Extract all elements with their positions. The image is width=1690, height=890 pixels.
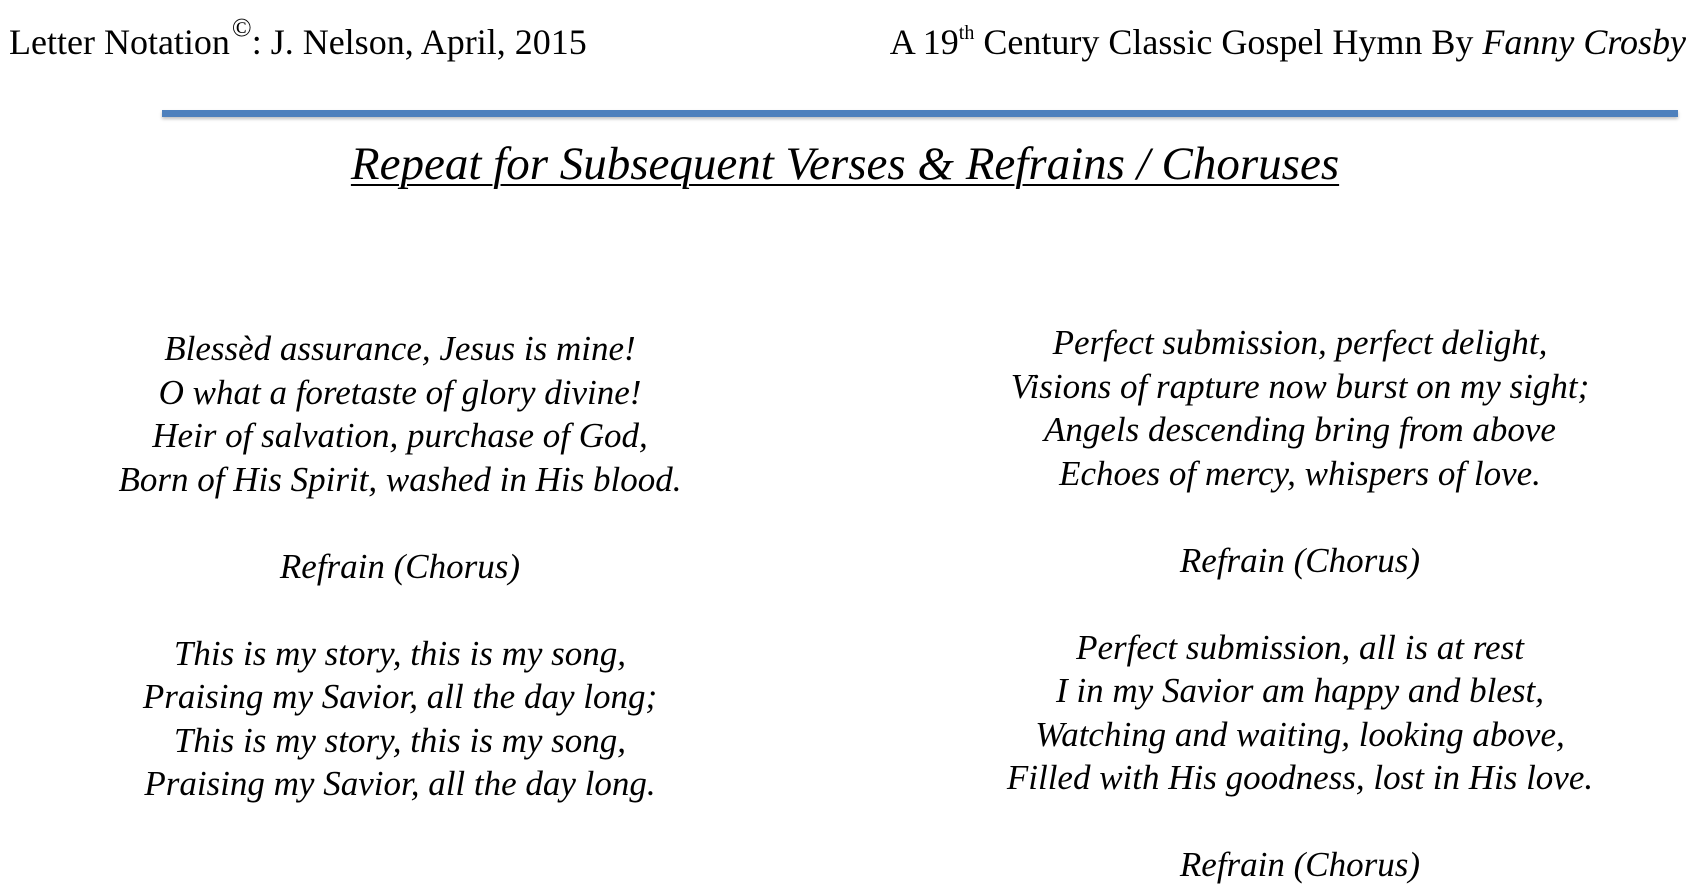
hymn-description-prefix: A 19	[889, 22, 959, 62]
right-column	[900, 321, 1690, 887]
verse-line: O what a foretaste of glory divine!	[158, 372, 642, 412]
refrain-label	[900, 843, 1690, 887]
verse-line: Blessèd assurance, Jesus is mine!	[164, 329, 636, 368]
stanza-gap	[900, 495, 1690, 539]
header-left	[9, 13, 587, 66]
ordinal-suffix: th	[958, 22, 975, 44]
refrain-label	[0, 545, 800, 589]
verse-line: Born of His Spirit, washed in His blood.	[118, 459, 682, 499]
stanza-gap	[0, 588, 800, 632]
verse-line: Perfect submission, all is at rest	[1076, 627, 1524, 667]
verse-line: Perfect submission, perfect delight,	[1052, 323, 1548, 362]
hymn-author: Fanny Crosby	[1482, 22, 1686, 62]
verse-3	[900, 626, 1690, 800]
header-divider	[162, 110, 1678, 117]
refrain-line: This is my story, this is my song,	[173, 720, 627, 760]
refrain-line: Praising my Savior, all the day long;	[142, 677, 658, 716]
letter-notation-label: Letter Notation	[9, 22, 230, 62]
stanza-gap	[900, 582, 1690, 626]
verse-line: Visions of rapture now burst on my sight;	[1010, 366, 1590, 406]
stanza-gap	[900, 800, 1690, 844]
verse-2	[900, 321, 1690, 495]
stanza-gap	[0, 501, 800, 545]
copyright-symbol: ©	[231, 13, 252, 42]
section-title	[0, 136, 1690, 192]
author-date-label: : J. Nelson, April, 2015	[251, 22, 587, 62]
section-title-text: Repeat for Subsequent Verses & Refrains / Choruses	[350, 138, 1340, 190]
header-right	[890, 22, 1686, 68]
refrain-label-text: Refrain (Chorus)	[279, 546, 521, 586]
verse-line: Echoes of mercy, whispers of love.	[1059, 453, 1541, 493]
left-column	[0, 327, 800, 806]
verse-line: I in my Savior am happy and blest,	[1056, 671, 1544, 710]
verse-line: Watching and waiting, looking above,	[1035, 714, 1565, 754]
refrain-label-text: Refrain (Chorus)	[1179, 540, 1421, 580]
refrain-label-text: Refrain (Chorus)	[1179, 845, 1421, 884]
verse-line: Filled with His goodness, lost in His love.	[1006, 758, 1594, 797]
verse-line: Angels descending bring from above	[1044, 410, 1556, 449]
refrain-line: Praising my Savior, all the day long.	[144, 764, 656, 803]
refrain-line: This is my story, this is my song,	[173, 633, 627, 673]
refrain-label	[900, 539, 1690, 583]
verse-line: Heir of salvation, purchase of God,	[152, 416, 648, 455]
refrain	[0, 632, 800, 806]
hymn-description-middle: Century Classic Gospel Hymn By	[974, 22, 1483, 62]
verse-1	[0, 327, 800, 501]
